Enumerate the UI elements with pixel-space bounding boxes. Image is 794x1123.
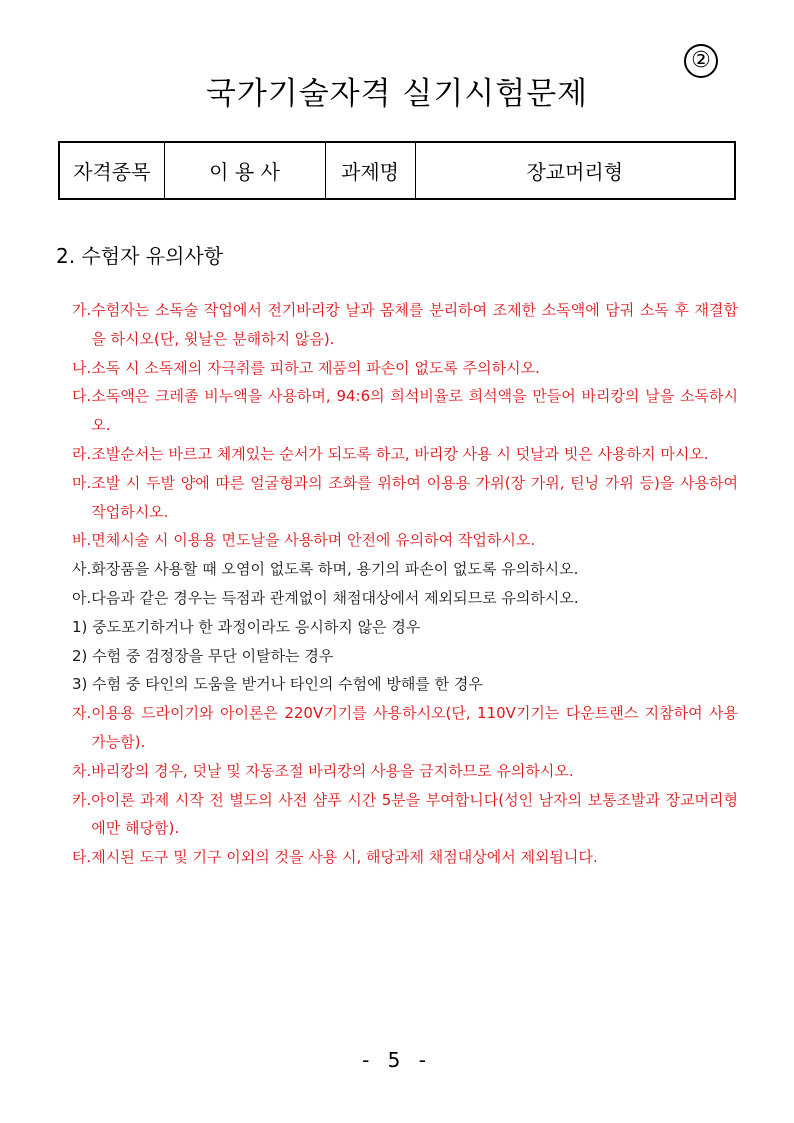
qualification-label: 자격종목 <box>59 142 164 199</box>
sub-list-item: 1) 중도포기하거나 한 과정이라도 응시하지 않은 경우 <box>72 617 421 636</box>
note-text: 아이론 과제 시작 전 별도의 사전 샴푸 시간 5분을 부여합니다(성인 남자의 보통조발과 장교머리형에만 해당함). <box>91 790 738 838</box>
note-text: 면체시술 시 이용용 면도날을 사용하며 안전에 유의하여 작업하시오. <box>91 531 536 550</box>
note-prefix: 카. <box>72 790 92 809</box>
note-text: 수험자는 소독술 작업에서 전기바리캉 날과 몸체를 분리하여 조제한 소독액에 담궈 소독 후 재결합을 하시오(단, 윗날은 분해하지 않음). <box>91 301 738 348</box>
page-number: - 5 - <box>362 1048 432 1072</box>
exam-info-table <box>58 141 736 200</box>
note-prefix: 자. <box>72 704 92 723</box>
list-item <box>72 526 738 555</box>
table-row <box>59 142 735 199</box>
note-prefix: 가. <box>72 301 92 319</box>
note-text: 다음과 같은 경우는 득점과 관계없이 채점대상에서 제외되므로 유의하시오. <box>91 588 579 607</box>
note-text: 소독 시 소독제의 자극취를 피하고 제품의 파손이 없도록 주의하시오. <box>91 358 540 377</box>
note-prefix: 타. <box>72 848 92 867</box>
list-item <box>72 440 738 469</box>
sub-list-item: 3) 수험 중 타인의 도움을 받거나 타인의 수험에 방해를 한 경우 <box>72 675 483 694</box>
notes-list <box>72 296 738 872</box>
note-text: 이용용 드라이기와 아이론은 220V기기를 사용하시오(단, 110V기기는 다운트랜스 지참하여 사용가능함). <box>91 704 738 751</box>
note-prefix: 라. <box>72 444 92 463</box>
list-item <box>72 555 738 584</box>
note-text: 조발순서는 바르고 체계있는 순서가 되도록 하고, 바리캉 사용 시 덧날과 빗은 사용하지 마시오. <box>91 444 709 463</box>
list-item <box>72 699 738 757</box>
list-item <box>72 382 738 440</box>
list-item <box>72 843 738 872</box>
list-item <box>72 354 738 383</box>
note-prefix: 다. <box>72 387 92 406</box>
note-prefix: 바. <box>72 531 92 550</box>
note-text: 바리캉의 경우, 덧날 및 자동조절 바리캉의 사용을 금지하므로 유의하시오. <box>91 761 574 780</box>
section-heading: 2. 수험자 유의사항 <box>56 244 224 268</box>
task-label: 과제명 <box>325 142 415 199</box>
note-prefix: 마. <box>72 473 92 492</box>
task-value: 장교머리형 <box>415 142 735 199</box>
page-badge: ② <box>684 44 718 78</box>
note-prefix: 나. <box>72 358 92 377</box>
note-text: 제시된 도구 및 기구 이외의 것을 사용 시, 해당과제 채점대상에서 제외됩니다. <box>91 848 598 867</box>
page-title: 국가기술자격 실기시험문제 <box>205 76 589 112</box>
list-item <box>72 469 738 527</box>
qualification-value: 이 용 사 <box>164 142 325 199</box>
sub-list-item: 2) 수험 중 검정장을 무단 이탈하는 경우 <box>72 646 334 665</box>
list-item <box>72 296 738 354</box>
note-prefix: 아. <box>72 588 92 607</box>
note-prefix: 차. <box>72 761 92 780</box>
note-text: 조발 시 두발 양에 따른 얼굴형과의 조화를 위하여 이용용 가위(장 가위, 틴닝 가위 등)을 사용하여 작업하시오. <box>91 473 738 521</box>
note-text: 화장품을 사용할 때 오염이 없도록 하며, 용기의 파손이 없도록 유의하시오. <box>91 560 579 579</box>
list-item <box>72 757 738 786</box>
list-item <box>72 786 738 844</box>
list-item <box>72 584 738 613</box>
note-prefix: 사. <box>72 560 92 579</box>
note-text: 소독액은 크레졸 비누액을 사용하며, 94:6의 희석비율로 희석액을 만들어 바리캉의 날을 소독하시오. <box>91 387 738 435</box>
